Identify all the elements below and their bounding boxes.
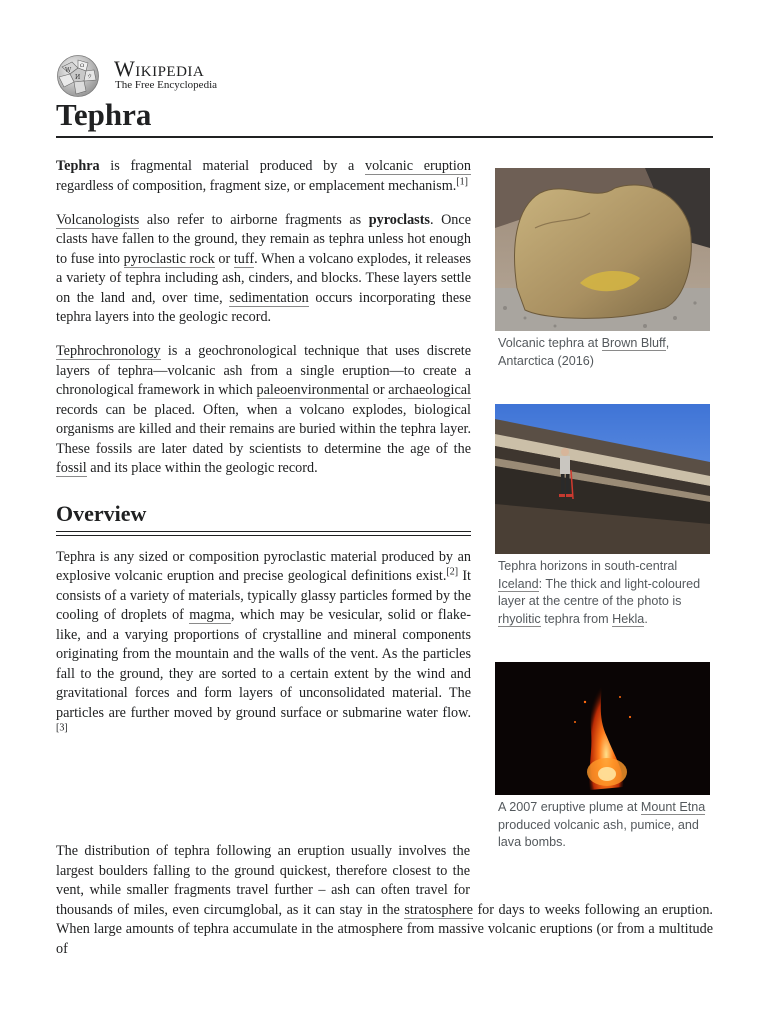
wordmark: Wikipedia	[114, 56, 205, 81]
image-eruptive-plume[interactable]	[495, 662, 710, 795]
link-fossil[interactable]: fossil	[56, 460, 87, 476]
svg-text:Ω: Ω	[80, 63, 85, 69]
link-rhyolitic[interactable]: rhyolitic	[498, 611, 541, 626]
title-divider	[56, 136, 713, 138]
section-divider	[56, 531, 471, 536]
figure-brown-bluff	[495, 168, 710, 370]
svg-text:ウ: ウ	[87, 74, 93, 80]
link-paleoenvironmental[interactable]: paleoenvironmental	[256, 382, 370, 398]
link-mount-etna[interactable]: Mount Etna	[640, 800, 706, 814]
bold-term: Tephra	[56, 158, 100, 174]
article-body	[56, 157, 471, 757]
link-tephrochronology[interactable]: Tephrochronology	[56, 343, 161, 359]
figure-caption: A 2007 eruptive plume at Mount Etna produced volcanic ash, pumice, and lava bombs.	[498, 800, 706, 849]
section-heading-overview: Overview	[56, 500, 147, 526]
svg-text:И: И	[75, 74, 81, 81]
link-archaeological[interactable]: archaeological	[388, 382, 471, 398]
overview-paragraph-2: The distribution of tephra following an eruption usually involves the largest boulders falling to the ground quickest, therefore closest to the vent, while smaller fragments travel further – ash can often travel for thousands of miles, even circumglobal, as it can stay in the stratosphere for days to weeks following an eruption. When large amounts of tephra accumulate in the atmosphere from massive volcanic eruptions (or from a multitude of	[56, 843, 713, 957]
figure-caption: Tephra horizons in south-central Iceland: The thick and light-coloured layer at the centre of the photo is rhyolitic tephra from Hekla.	[498, 559, 701, 626]
image-tephra-horizons[interactable]	[495, 404, 710, 554]
figure-caption: Volcanic tephra at Brown Bluff, Antarctica (2016)	[498, 336, 670, 368]
tagline: The Free Encyclopedia	[115, 79, 218, 91]
link-volcanologists[interactable]: Volcanologists	[56, 211, 140, 228]
intro-paragraph-2: Volcanologists also refer to airborne fragments as pyroclasts. Once clasts have fallen to the ground, they remain as tephra unless hot enough to fuse into pyroclastic rock or tuff. When a volcano explodes, it releases a variety of tephra including ash, cinders, and blocks. These layers settle on the land and, over time, sedimentation occurs incorporating these tephra layers into the geologic record.	[56, 211, 472, 325]
link-sedimentation[interactable]: sedimentation	[229, 289, 309, 306]
link-tuff[interactable]: tuff	[233, 250, 255, 267]
link-stratosphere[interactable]: stratosphere	[404, 901, 473, 918]
link-pyroclastic-rock[interactable]: pyroclastic rock	[123, 250, 215, 267]
figure-etna	[495, 662, 710, 852]
page-title: Tephra	[56, 97, 152, 132]
wikipedia-globe-icon	[56, 54, 100, 98]
citation-3[interactable]: [3]	[56, 722, 68, 734]
link-iceland[interactable]: Iceland	[498, 576, 539, 591]
overview-paragraph-1: Tephra is any sized or composition pyroclastic material produced by an explosive volcanic eruption and precise geological definitions exist.[2] It consists of a variety of materials, typically glassy particles formed by the cooling of droplets of magma, which may be vesicular, solid or flake-like, and a varying proportions of crystalline and mineral components originating from the mountain and the walls of the vent. As the particles fall to the ground, they are sorted to a certain extent by the wind and gravitational forces and form layers of unconsolidated material. The particles are further moved by ground surface or submarine water flow.[3]	[56, 548, 471, 734]
link-brown-bluff[interactable]: Brown Bluff	[601, 336, 666, 350]
intro-paragraph-3: Tephrochronology is a geochronological technique that uses discrete layers of tephra—volcanic ash from a single eruption—to create a chronological framework in which paleoenvironmental or archaeological records can be placed. Often, when a volcano explodes, biological organisms are killed and their remains are buried within the tephra layer. These fossils are later dated by scientists to determine the age of the fossil and its place within the geologic record.	[56, 343, 471, 476]
link-volcanic-eruption[interactable]: volcanic eruption	[364, 158, 471, 174]
svg-text:W: W	[65, 67, 72, 74]
link-hekla[interactable]: Hekla	[612, 611, 645, 626]
link-magma[interactable]: magma	[189, 607, 231, 623]
citation-2[interactable]: [2]	[446, 566, 459, 578]
image-volcanic-tephra[interactable]	[495, 168, 710, 331]
citation-1[interactable]: [1]	[456, 175, 468, 187]
intro-paragraph-1: Tephra is fragmental material produced by a volcanic eruption regardless of composition, fragment size, or emplacement mechanism.[1]	[56, 158, 471, 194]
figure-iceland	[495, 404, 710, 628]
